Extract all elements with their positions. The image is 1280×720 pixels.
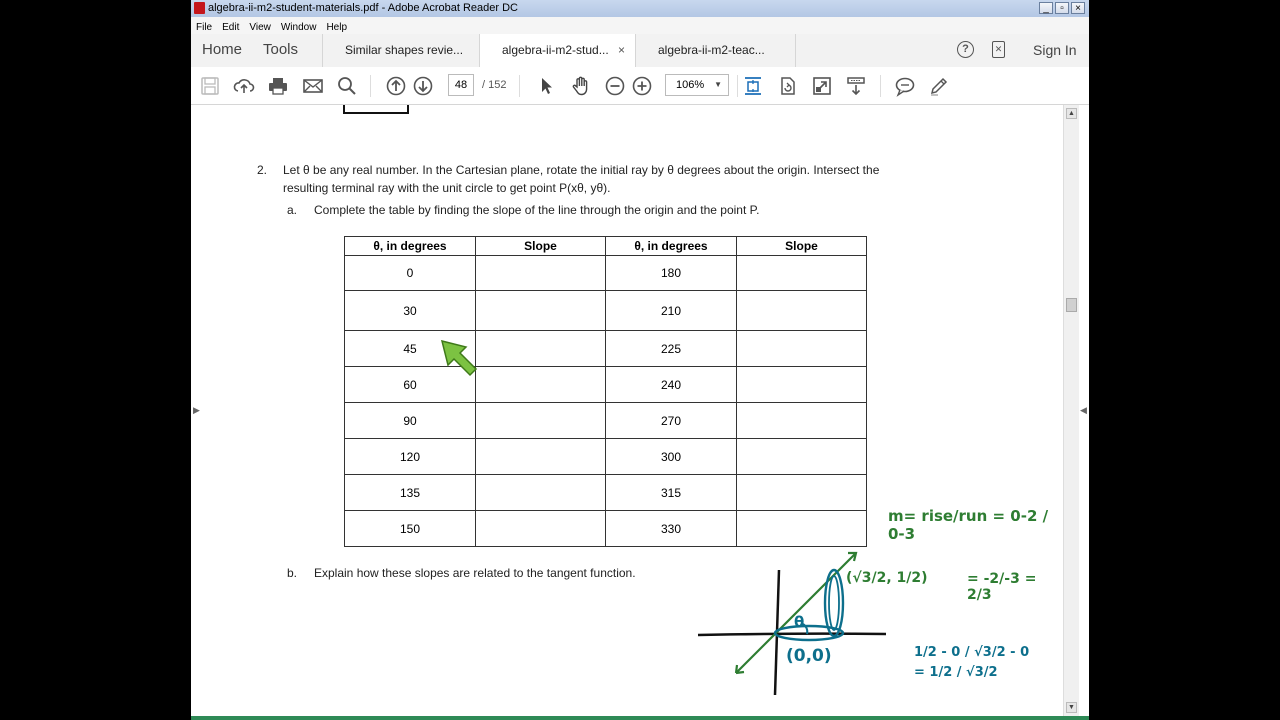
vertical-scrollbar[interactable] [1063,105,1079,716]
table-cell[interactable] [737,331,867,367]
table-row [345,475,867,511]
slope-formula-note: m= rise/run = 0-2 / 0-3 [888,507,1049,543]
table-cell: 30 [345,291,476,331]
table-row [345,291,867,331]
table-cell[interactable] [737,511,867,547]
table-cell: 90 [345,403,476,439]
pointer-cursor-icon [439,338,481,380]
save-icon[interactable] [199,75,221,97]
tab-label: algebra-ii-m2-teac... [658,43,765,57]
tab-label: Similar shapes revie... [345,43,464,57]
table-cell[interactable] [737,475,867,511]
table-header: θ, in degrees [345,237,476,256]
home-link[interactable]: Home [202,41,243,58]
menu-edit[interactable]: Edit [222,22,240,33]
table-cell[interactable] [737,291,867,331]
tab-bar [191,34,1089,68]
page-number-input[interactable]: 48 [448,74,474,96]
maximize-button[interactable]: ▫ [1055,2,1069,14]
table-cell[interactable] [476,367,606,403]
tab-close-icon[interactable]: × [617,43,625,57]
toolbar-divider [519,75,520,97]
tools-link[interactable]: Tools [263,41,299,58]
table-cell[interactable] [476,331,606,367]
table-cell: 270 [606,403,737,439]
acrobat-window [191,0,1089,720]
tab-label: algebra-ii-m2-stud... [502,43,609,57]
table-cell[interactable] [737,403,867,439]
title-bar [191,0,1089,18]
table-cell[interactable] [737,439,867,475]
question-2-line-1: Let θ be any real number. In the Cartesian plane, rotate the initial ray by θ degrees about the origin. Intersect the [283,163,880,177]
full-screen-icon[interactable] [811,75,833,97]
theta-label: θ [794,613,805,631]
table-row [345,367,867,403]
mobile-icon[interactable]: ✕ [992,41,1005,58]
table-row [345,511,867,547]
part-a-label: a. [287,203,298,217]
menu-help[interactable]: Help [326,22,348,33]
toolbar [191,67,1089,105]
table-cell[interactable] [476,511,606,547]
table-cell[interactable] [476,475,606,511]
table-cell: 0 [345,256,476,291]
bottom-edge [191,716,1089,720]
pdf-app-icon [194,2,205,14]
table-row [345,256,867,291]
zoom-select[interactable] [665,74,729,96]
table-cell: 45 [345,331,476,367]
slope-calculation-note: 1/2 - 0 / √3/2 - 0 = 1/2 / √3/2 [914,645,1030,680]
part-b-label: b. [287,566,298,580]
cloud-upload-icon[interactable] [233,75,255,97]
close-window-button[interactable]: × [1071,2,1085,14]
table-cell: 240 [606,367,737,403]
scroll-up-icon[interactable]: ▲ [1066,108,1077,119]
table-cell[interactable] [476,291,606,331]
scroll-down-icon[interactable]: ▼ [1066,702,1077,713]
table-cell: 210 [606,291,737,331]
table-cell[interactable] [476,403,606,439]
sign-in-link[interactable]: Sign In [1033,42,1077,58]
document-page[interactable] [191,105,1063,716]
page-count: / 152 [482,79,507,91]
table-cell[interactable] [476,256,606,291]
slope-result-note: = -2/-3 = 2/3 [967,571,1037,603]
table-cell[interactable] [737,367,867,403]
table-header-row [345,237,867,256]
previous-figure-fragment [343,105,409,114]
search-icon[interactable] [336,75,358,97]
toolbar-divider [880,75,881,97]
question-number: 2. [257,163,268,177]
handwritten-sketch [691,545,891,705]
tab-similar-shapes[interactable] [322,34,479,67]
point-p-label: (√3/2, 1/2) [846,570,928,586]
right-panel-toggle-icon[interactable]: ◀ [1080,405,1087,415]
next-page-icon[interactable] [412,75,434,97]
table-cell: 315 [606,475,737,511]
scroll-mode-icon[interactable] [845,75,867,97]
help-icon[interactable]: ? [957,41,974,58]
left-panel-toggle-icon[interactable]: ▶ [193,405,200,415]
tab-teacher-materials[interactable] [636,34,796,67]
select-cursor-icon[interactable] [536,75,558,97]
slope-table [344,236,867,547]
menu-window[interactable]: Window [280,22,317,33]
print-icon[interactable] [267,75,289,97]
table-cell: 60 [345,367,476,403]
table-header: Slope [476,237,606,256]
pen-icon[interactable] [928,75,950,97]
mail-icon[interactable] [302,75,324,97]
fit-page-icon[interactable] [742,75,764,97]
table-cell: 225 [606,331,737,367]
table-row [345,331,867,367]
scroll-thumb[interactable] [1066,298,1077,312]
chevron-down-icon: ▼ [714,80,722,89]
table-header: θ, in degrees [606,237,737,256]
table-row [345,439,867,475]
table-row [345,403,867,439]
table-cell: 180 [606,256,737,291]
toolbar-divider [737,75,738,97]
menu-view[interactable]: View [249,22,271,33]
table-cell: 120 [345,439,476,475]
menu-bar [191,17,1089,35]
table-header: Slope [737,237,867,256]
menu-file[interactable]: File [196,22,213,33]
window-title: algebra-ii-m2-student-materials.pdf - Adobe Acrobat Reader DC [208,2,518,14]
minimize-button[interactable]: _ [1039,2,1053,14]
table-cell[interactable] [476,439,606,475]
tab-student-materials[interactable] [479,34,636,68]
rotate-icon[interactable] [777,75,799,97]
table-cell[interactable] [737,256,867,291]
table-cell: 330 [606,511,737,547]
zoom-in-icon[interactable] [631,75,653,97]
origin-point-label: (0,0) [786,646,832,666]
zoom-out-icon[interactable] [604,75,626,97]
toolbar-divider [370,75,371,97]
comment-icon[interactable] [894,75,916,97]
prev-page-icon[interactable] [385,75,407,97]
table-cell: 150 [345,511,476,547]
question-2-line-2: resulting terminal ray with the unit circle to get point P(xθ, yθ). [283,181,611,195]
part-b-text: Explain how these slopes are related to the tangent function. [314,566,636,580]
table-cell: 135 [345,475,476,511]
hand-tool-icon[interactable] [570,75,592,97]
table-cell: 300 [606,439,737,475]
zoom-value: 106% [676,79,705,91]
part-a-text: Complete the table by finding the slope of the line through the origin and the point P. [314,203,760,217]
